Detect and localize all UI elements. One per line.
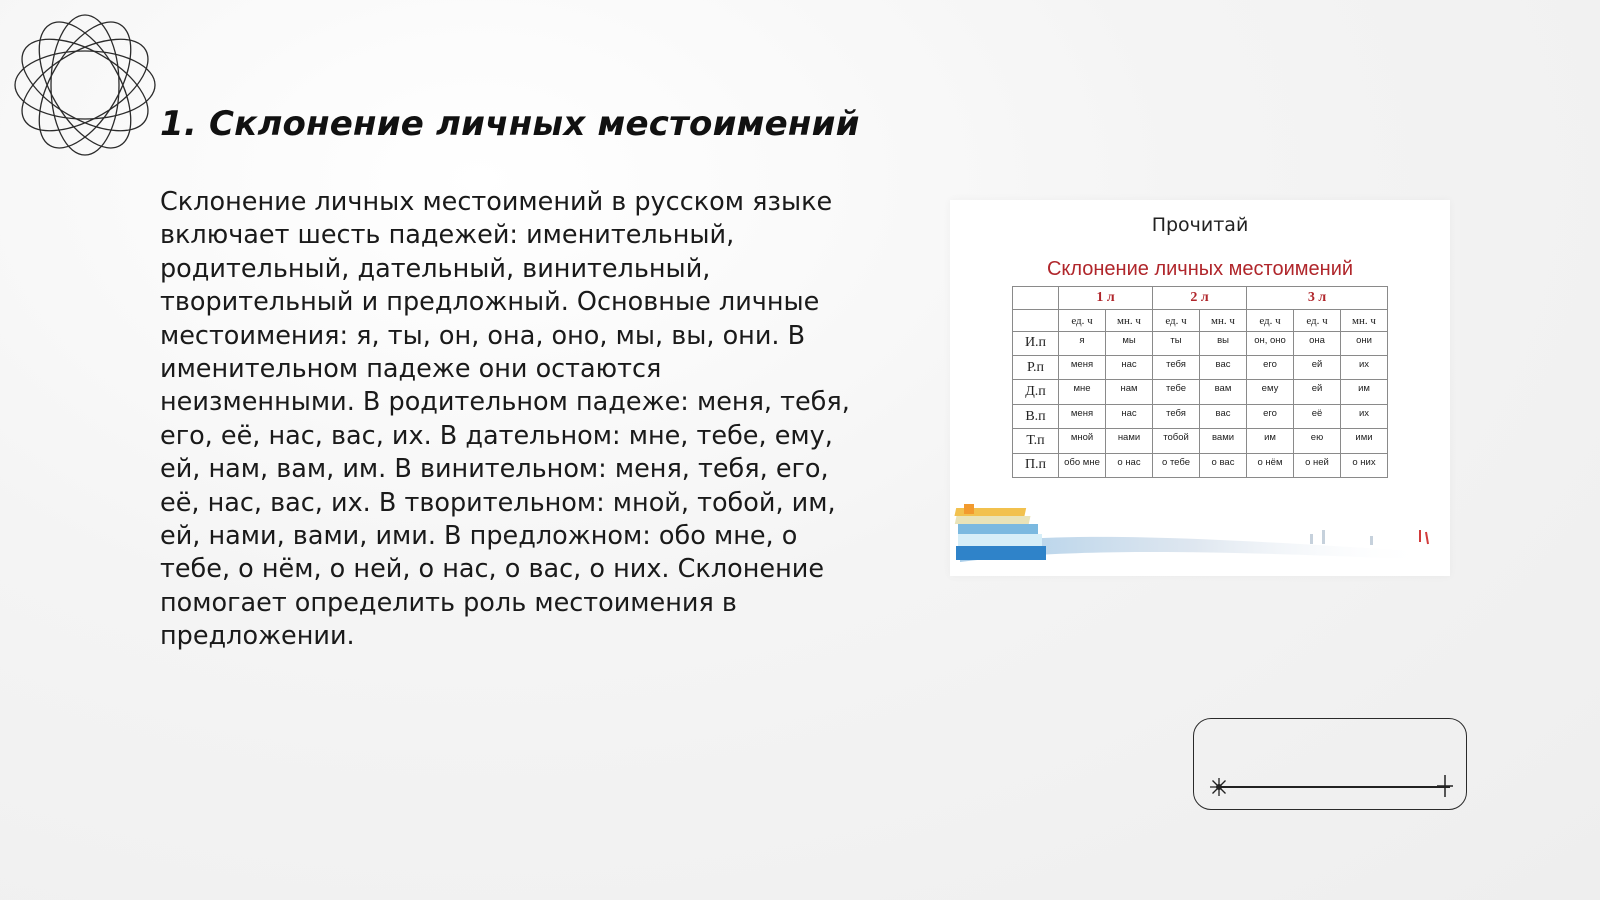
number-header: мн. ч	[1341, 310, 1388, 331]
table-cell: обо мне	[1059, 453, 1106, 477]
case-label: П.п	[1013, 453, 1059, 477]
table-cell: ими	[1341, 429, 1388, 453]
person-header: 1 л	[1059, 287, 1153, 310]
table-cell: тобой	[1153, 429, 1200, 453]
table-cell: им	[1247, 429, 1294, 453]
corner-cell	[1013, 287, 1059, 310]
sun-icon	[1209, 777, 1229, 797]
number-header: ед. ч	[1059, 310, 1106, 331]
ornament-icon	[10, 10, 160, 160]
number-header: ед. ч	[1153, 310, 1200, 331]
case-label: Д.п	[1013, 380, 1059, 404]
table-cell: я	[1059, 331, 1106, 355]
pronoun-table-picture	[950, 200, 1450, 576]
table-cell: вас	[1200, 404, 1247, 428]
table-cell: о ней	[1294, 453, 1341, 477]
table-cell: ей	[1294, 356, 1341, 380]
table-cell: тебе	[1153, 380, 1200, 404]
table-row	[1013, 453, 1388, 477]
table-cell: о нас	[1106, 453, 1153, 477]
table-cell: ты	[1153, 331, 1200, 355]
cross-icon	[1433, 774, 1457, 798]
table-cell: ему	[1247, 380, 1294, 404]
case-label: И.п	[1013, 331, 1059, 355]
case-label: Р.п	[1013, 356, 1059, 380]
body-text: Склонение личных местоимений в русском языке включает шесть падежей: именительный, родительный, дательный, винительный, творительный и предложный. Основные личные местоимения: я, ты, он, она, оно, мы, вы, они. В именительном падеже они остаются неизменными. В родительном падеже: меня, тебя, его, её, нас, вас, их. В дательном: мне, тебе, ему, ей, нам, вам, им. В винительном: меня, тебя, его, её, нас, вас, их. В творительном: мной, тобой, им, ей, нами, вами, ими. В предложном: обо мне, о тебе, о нём, о ней, о нас, о вас, о них. Склонение помогает определить роль местоимения в предложении.	[160, 187, 850, 652]
table-row	[1013, 404, 1388, 428]
number-header: мн. ч	[1200, 310, 1247, 331]
table-row	[1013, 331, 1388, 355]
table-cell: вас	[1200, 356, 1247, 380]
number-header: ед. ч	[1247, 310, 1294, 331]
table-row	[1013, 429, 1388, 453]
table-cell: мной	[1059, 429, 1106, 453]
number-header: мн. ч	[1106, 310, 1153, 331]
table-cell: нам	[1106, 380, 1153, 404]
table-cell: меня	[1059, 356, 1106, 380]
table-row	[1013, 356, 1388, 380]
timeline-line	[1218, 786, 1450, 788]
slide-title: 1. Склонение личных местоимений	[160, 104, 860, 144]
table-cell: о нём	[1247, 453, 1294, 477]
table-cell: о тебе	[1153, 453, 1200, 477]
table-cell: она	[1294, 331, 1341, 355]
number-header: ед. ч	[1294, 310, 1341, 331]
table-title: Склонение личных местоимений	[1046, 258, 1354, 280]
table-cell: ей	[1294, 380, 1341, 404]
table-cell: его	[1247, 404, 1294, 428]
table-cell: нас	[1106, 356, 1153, 380]
books-illustration	[950, 490, 1450, 576]
table-cell: о них	[1341, 453, 1388, 477]
person-header: 2 л	[1153, 287, 1247, 310]
table-cell: нас	[1106, 404, 1153, 428]
person-header: 3 л	[1247, 287, 1388, 310]
table-cell: его	[1247, 356, 1294, 380]
table-cell: её	[1294, 404, 1341, 428]
case-label: В.п	[1013, 404, 1059, 428]
table-cell: их	[1341, 404, 1388, 428]
table-row	[1013, 380, 1388, 404]
table-cell: вам	[1200, 380, 1247, 404]
table-cell: вы	[1200, 331, 1247, 355]
table-cell: тебя	[1153, 356, 1200, 380]
table-cell: о вас	[1200, 453, 1247, 477]
read-label: Прочитай	[1151, 214, 1249, 236]
table-cell: он, оно	[1247, 331, 1294, 355]
table-cell: вами	[1200, 429, 1247, 453]
timeline-box	[1193, 718, 1467, 810]
table-cell: тебя	[1153, 404, 1200, 428]
table-cell: меня	[1059, 404, 1106, 428]
table-cell: им	[1341, 380, 1388, 404]
table-cell: ею	[1294, 429, 1341, 453]
table-cell: их	[1341, 356, 1388, 380]
case-label: Т.п	[1013, 429, 1059, 453]
table-cell: они	[1341, 331, 1388, 355]
table-cell: мы	[1106, 331, 1153, 355]
table-cell: мне	[1059, 380, 1106, 404]
declension-table	[1012, 286, 1388, 478]
table-cell: нами	[1106, 429, 1153, 453]
corner-cell	[1013, 310, 1059, 331]
